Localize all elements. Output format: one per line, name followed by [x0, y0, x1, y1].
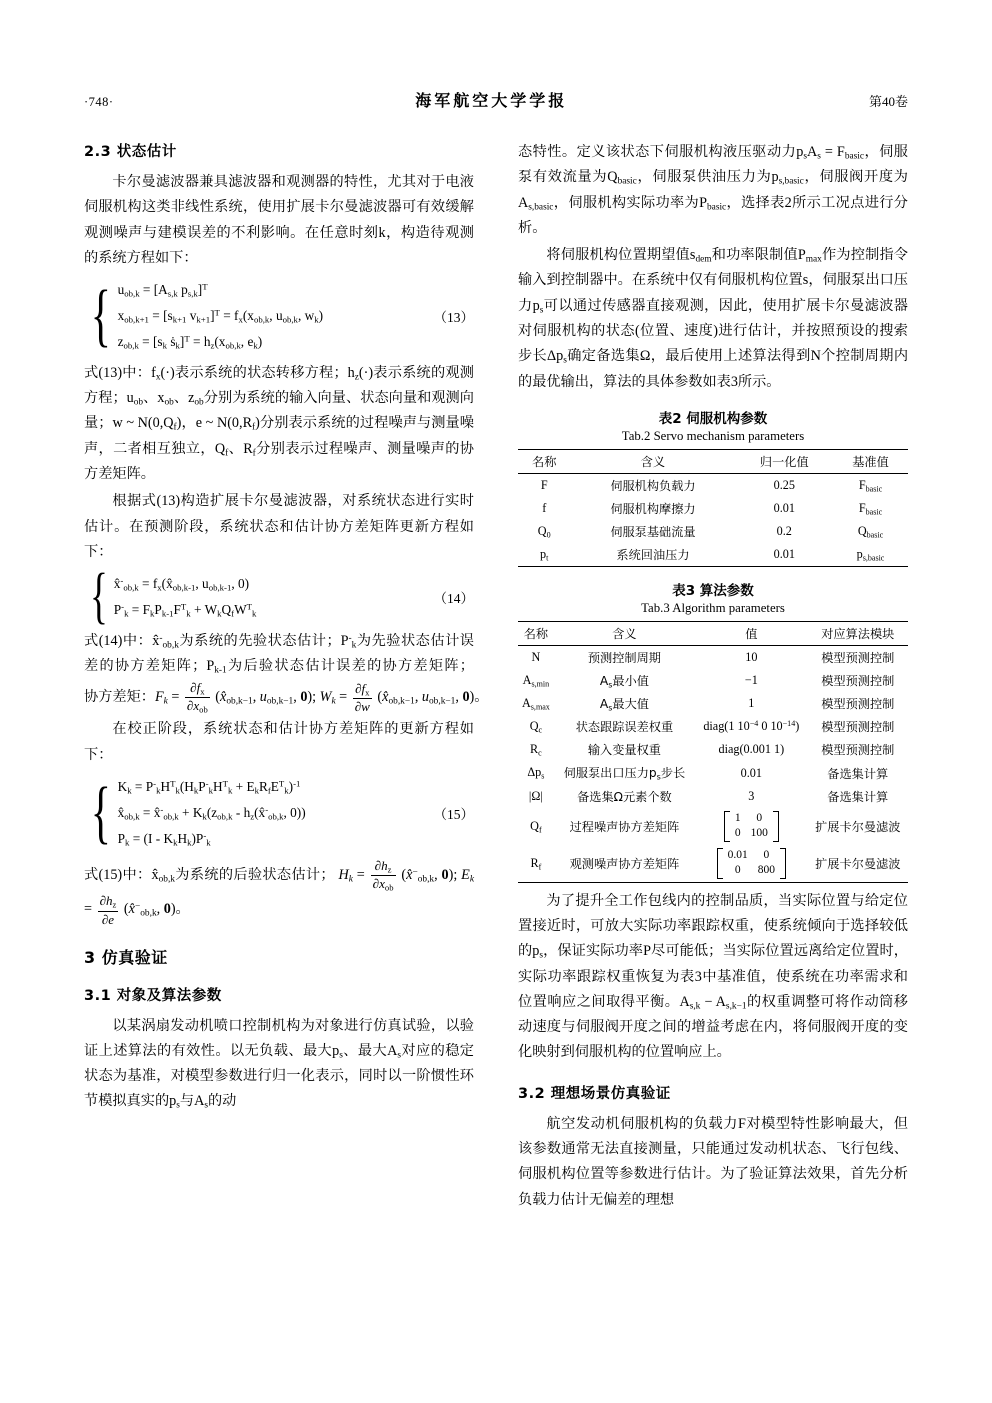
equation-line: $x̂^-_{ob,k}$ = $f_x(x̂_{ob,k-1}$, $u_{ob,k-1}$, 0) — [113, 575, 250, 593]
paragraph — [84, 858, 474, 927]
table-cell: $R_f$ — [518, 845, 554, 883]
table-3 — [518, 579, 908, 883]
table-column-header: 名称 — [518, 621, 554, 645]
table-cell: 系统回油压力 — [570, 543, 735, 567]
table-cell: $R_c$ — [530, 742, 542, 758]
table-cell: $Q_0$ — [537, 523, 551, 540]
volume-label: 第40卷 — [868, 94, 908, 109]
table-cell: 0.2 — [776, 523, 792, 538]
table-cell: 伺服机构摩擦力 — [610, 501, 696, 516]
table-3-title-cn: 表3 算法参数 — [672, 582, 754, 599]
table-3-grid — [518, 621, 908, 883]
page-number: ·748· — [84, 95, 114, 109]
table-3-title-en: Tab.3 Algorithm parameters — [641, 600, 785, 615]
table-2-grid — [518, 449, 908, 567]
two-column-body — [84, 140, 908, 1215]
equation-number: （15） — [433, 806, 474, 822]
table-cell: 伺服泵基础流量 — [610, 524, 696, 539]
paragraph: 根据式(13)构造扩展卡尔曼滤波器，对系统状态进行实时估计。在预测阶段，系统状态和估计协方差矩阵更新方程如下： — [84, 493, 474, 560]
table-row — [518, 543, 908, 567]
table-cell: $F_{basic}$ — [858, 500, 883, 517]
table-row — [518, 715, 908, 738]
table-cell: 伺服机构负载力 — [610, 478, 696, 493]
bracket-right — [780, 848, 786, 879]
matrix-cells: 1 0 0 100 — [734, 811, 768, 840]
inline-formula: 协方差矩：$F_k$ = $\frac{\partial f_x}{\partial x_{ob}}$ ($x̂_{ob,k-1}$, $u_{ob,k-1}$, 0); $W_k$ = $\frac{\partial f_x}{\partial w}$ ($x̂_{ob,k-1}$, $u_{ob,k-1}$, 0)。 — [84, 679, 489, 715]
equation-line: $x̂_{ob,k}$ = $x̂^-_{ob,k} + K_k(z_{ob,k}$ - $h_z(x̂^-_{ob,k}$, 0)) — [117, 804, 306, 822]
table-row — [518, 738, 908, 761]
equation-15 — [84, 774, 474, 852]
table-cell: |Ω| — [528, 788, 543, 803]
inline-formula: $H_k$ = — [338, 866, 365, 885]
paragraph: 态特性。定义该状态下伺服机构液压驱动力$p_sA_s = F_{basic}$，伺服泵有效流量为$Q_{basic}$，伺服泵供油压力为$p_{s,basic}$，伺服阀开度为$A_{s,basic}$，伺服机构实际功率为$P_{basic}$，选择表2所示工况点进行分析。 — [518, 144, 908, 236]
matrix — [724, 811, 779, 842]
table-cell: 10 — [745, 649, 758, 664]
table-cell: 0.01 — [773, 500, 795, 515]
table-header-row — [518, 449, 908, 473]
table-cell: 0.01 — [740, 765, 762, 780]
table-cell: 模型预测控制 — [821, 674, 895, 689]
equation-14 — [84, 562, 474, 631]
paragraph-text: 式(15)中：$x̂_{ob,k}$为系统的后验状态估计； — [84, 866, 335, 885]
table-column-header: 名称 — [518, 449, 570, 473]
section-heading-3-1: 3.1 对象及算法参数 — [84, 987, 222, 1004]
brace-glyph: { — [90, 277, 111, 354]
equation-line: $u_{ob,k} = [A_{s,k}$ $p_{s,k}]^T$ — [117, 281, 208, 299]
section-heading-3: 3 仿真验证 — [84, 947, 168, 967]
paragraph: 在校正阶段，系统状态和估计协方差矩阵的更新方程如下： — [84, 721, 474, 763]
table-2-title-cn: 表2 伺服机构参数 — [658, 410, 768, 427]
table-cell — [695, 845, 807, 883]
equation-line: $x_{ob,k+1} = [s_{k+1}$ $v_{k+1}]^T = f_x(x_{ob,k}$, $u_{ob,k}$, $w_k$) — [117, 307, 324, 325]
table-cell: 输入变量权重 — [587, 743, 661, 758]
brace-glyph: { — [89, 562, 108, 631]
table-row — [518, 845, 908, 883]
equation-15-lines — [112, 774, 420, 852]
equation-13-lines — [112, 277, 420, 355]
paragraph: 式(13)中：$f_x(\cdot)$表示系统的状态转移方程；$h_z(\cdot)$表示系统的观测方程；$u_{ob}$、$x_{ob}$、$z_{ob}$分别为系统的输入向量、状态向量和观测向量；w ~ $N(0,Q_f)$，e ~ $N(0,R_f)$分别表示系统的过程噪声与测量噪声，二者相互独立，$Q_f$、$R_f$分别表示过程噪声、测量噪声的协方差矩阵。 — [84, 364, 474, 483]
paragraph — [84, 629, 489, 715]
table-cell: 备选集计算 — [827, 789, 889, 804]
table-cell: 状态跟踪误差权重 — [575, 720, 674, 735]
paragraph: 卡尔曼滤波器兼具滤波器和观测器的特性，尤其对于电液伺服机构这类非线性系统，使用扩展卡尔曼滤波器可有效缓解观测噪声与建模误差的不利影响。在任意时刻k，构造待观测的系统方程如下： — [84, 174, 474, 266]
equation-line: $P_k = (I - K_kH_k)P^-_k$ — [117, 830, 211, 848]
equation-line: $P^-_k = F_kP_{k-1}F^T_k + W_kQ_fW^T_k$ — [113, 601, 257, 619]
table-cell: $A_s$最大值 — [599, 697, 649, 713]
equation-number: （13） — [433, 310, 474, 325]
paragraph: 将伺服机构位置期望值$s_{dem}$和功率限制值$P_{max}$作为控制指令输入到控制器中。在系统中仅有伺服机构位置s，伺服泵出口压力$p_s$可以通过传感器直接观测，因此，使用扩展卡尔曼滤波器对伺服机构的状态(位置、速度)进行估计，并按照预设的搜索步长$\Delta p_s$确定备选集Ω，最后使用上述算法得到N个控制周期内的最优输出，算法的具体参数如表3所示。 — [518, 247, 909, 390]
table-column-header: 对应算法模块 — [808, 621, 908, 645]
inline-formula-2: $\frac{\partial h_z}{\partial x_{ob}}$ ($x̂^-_{ob,k}$, 0); $E_k$ = $\frac{\partial h_z}{\partial e}$ ($x̂^-_{ob,k}$, 0)。 — [84, 857, 474, 927]
table-cell: 3 — [748, 788, 755, 803]
table-row — [518, 761, 908, 784]
table-row — [518, 669, 908, 692]
equation-number: （14） — [433, 591, 474, 607]
brace-glyph: { — [90, 773, 111, 851]
table-cell: 扩展卡尔曼滤波 — [815, 819, 901, 834]
equation-13 — [84, 277, 474, 355]
table-row — [518, 645, 908, 669]
table-cell: 模型预测控制 — [821, 720, 895, 735]
table-column-header: 含义 — [554, 621, 695, 645]
section-heading-2-3: 2.3 状态估计 — [84, 144, 177, 160]
table-cell: 过程噪声协方差矩阵 — [569, 819, 680, 834]
table-cell: diag(0.001 1) — [718, 742, 785, 757]
equation-line: $z_{ob,k} = [s_k$ ṡ$_k$]$^T$ = $h_z(x_{ob,k}$, $e_k$) — [117, 333, 263, 351]
table-cell: 模型预测控制 — [821, 743, 895, 758]
table-column-header: 基准值 — [833, 449, 908, 473]
table-cell: $F_{basic}$ — [858, 477, 883, 494]
table-cell: 模型预测控制 — [821, 650, 895, 665]
journal-title: 海军航空大学学报 — [415, 91, 568, 110]
table-row — [518, 520, 908, 543]
table-2 — [518, 407, 908, 567]
table-row — [518, 808, 908, 845]
bracket-right — [773, 811, 779, 842]
table-cell: 观测噪声协方差矩阵 — [554, 845, 695, 883]
table-cell: F — [540, 477, 548, 492]
equation-line: $K_k = P^-_kH^T_k(H_kP^-_kH^T_k + E_kR_fE^T_k)^{-1}$ — [117, 778, 301, 796]
table-cell: 备选集Ω元素个数 — [577, 789, 672, 804]
table-cell: $p_t$ — [518, 543, 570, 567]
paragraph: 以某涡扇发动机喷口控制机构为对象进行仿真试验，以验证上述算法的有效性。以无负载、最大$p_s$、最大$A_s$对应的稳定状态为基准，对模型参数进行归一化表示，同时以一阶惯性环节模拟真实的$p_s$与$A_s$的动 — [84, 1017, 474, 1112]
table-cell: 1 — [748, 696, 755, 711]
table-column-header: 含义 — [570, 449, 735, 473]
table-cell: $A_{s,max}$ — [521, 696, 550, 712]
table-cell: 伺服泵出口压力$p_s$步长 — [563, 766, 686, 782]
matrix-cells: 0.01 0 0 800 — [727, 848, 775, 877]
table-cell: 备选集计算 — [827, 766, 889, 781]
table-row — [518, 785, 908, 808]
paragraph: 航空发动机伺服机构的负载力F对模型特性影响最大，但该参数通常无法直接测量，只能通过发动机状态、飞行包线、伺服机构位置等参数进行估计。为了验证算法效果，首先分析负载力估计无偏差的理想 — [518, 1115, 908, 1208]
table-cell: $A_{s,min}$ — [522, 672, 550, 689]
table-cell: 模型预测控制 — [821, 697, 895, 712]
table-cell: diag(1 $10^{-4}$ 0 $10^{-14}$) — [703, 719, 800, 734]
table-row — [518, 692, 908, 715]
table-2-head — [518, 449, 908, 473]
table-column-header: 归一化值 — [736, 449, 834, 473]
table-header-row — [518, 621, 908, 645]
right-column — [518, 140, 908, 1215]
section-heading-3-2: 3.2 理想场景仿真验证 — [518, 1085, 671, 1102]
table-cell: $\Delta p_s$ — [527, 765, 545, 781]
table-3-head — [518, 621, 908, 645]
table-cell: 0.25 — [773, 477, 795, 492]
table-column-header: 值 — [695, 621, 807, 645]
table-cell: $p_{s,basic}$ — [833, 543, 908, 567]
paragraph-text: 式(14)中：$x̂^-_{ob,k}$为系统的先验状态估计；$P^-_k$为先验状态估计误差的协方差矩阵；$P_{k-1}$为后验状态估计误差的协方差矩阵； — [84, 633, 474, 676]
page-header — [84, 88, 908, 111]
table-cell: 预测控制周期 — [587, 650, 661, 665]
table-cell: −1 — [744, 673, 758, 688]
table-cell: 0.01 — [736, 543, 834, 567]
table-row — [518, 473, 908, 497]
table-3-body — [518, 645, 908, 882]
matrix — [717, 848, 786, 879]
table-cell — [695, 808, 807, 845]
table-cell: 扩展卡尔曼滤波 — [808, 845, 908, 883]
paragraph: 为了提升全工作包线内的控制品质，当实际位置与给定位置接近时，可放大实际功率跟踪权重，使系统倾向于选择较低的$p_s$，保证实际功率P尽可能低；当实际位置远离给定位置时，实际功率跟踪权重恢复为表3中基准值，使系统在功率需求和位置响应之间取得平衡。$A_{s,k} - A_{s,k-1}$的权重调整可将作动筒移动速度与伺服阀开度之间的增益考虑在内，将伺服阀开度的变化映射到伺服机构的位置响应上。 — [518, 892, 908, 1061]
table-cell: $Q_c$ — [529, 719, 543, 735]
table-row — [518, 497, 908, 520]
table-2-body — [518, 473, 908, 566]
left-column — [84, 140, 489, 1215]
table-2-title-en: Tab.2 Servo mechanism parameters — [621, 428, 805, 443]
table-cell: $Q_f$ — [530, 818, 542, 834]
table-cell: f — [542, 500, 547, 515]
table-cell: $A_s$最小值 — [599, 673, 649, 690]
table-cell: N — [531, 649, 541, 664]
equation-14-lines — [108, 571, 420, 623]
table-cell: $Q_{basic}$ — [857, 523, 884, 540]
